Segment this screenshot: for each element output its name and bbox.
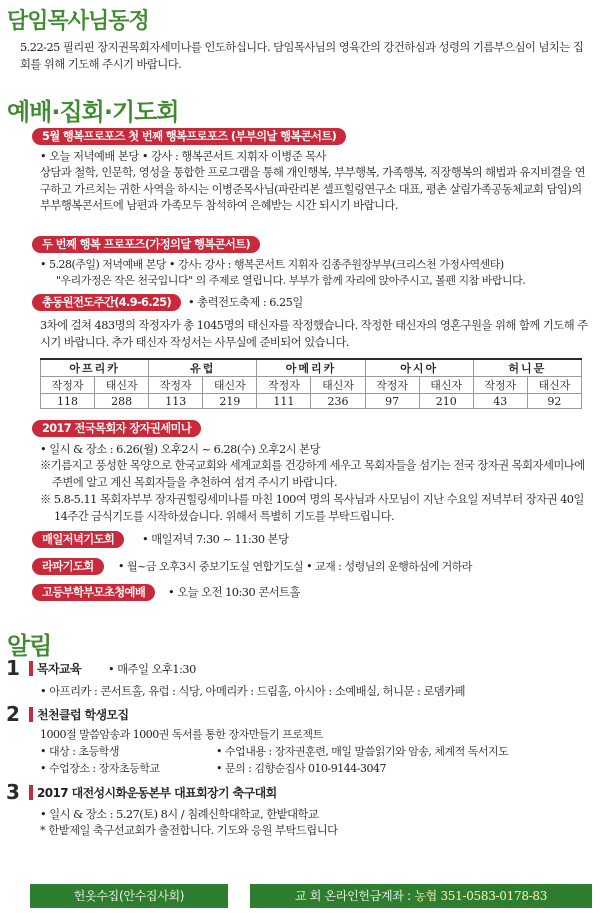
- notice-2-contact: • 문의 : 김향순집사 010-9144-3047: [216, 762, 386, 775]
- rapha-label: 라파기도회: [32, 558, 104, 575]
- table-cell-pledger: 43: [473, 394, 527, 409]
- table-cell-pledger: 118: [41, 394, 95, 409]
- region-honeymoon: 허니문: [473, 359, 581, 377]
- table-cell-prebeliever: 210: [419, 394, 473, 409]
- section-title-pastor: 담임목사님동정: [7, 9, 149, 34]
- seminar-schedule: • 일시 & 장소 : 6.26(월) 오후2시 ~ 6.28(수) 오후2시 본당: [40, 443, 320, 456]
- notice-number-3: 3: [6, 780, 20, 804]
- notice-marker: [29, 785, 33, 800]
- parents-worship-text: • 오늘 오전 10:30 콘서트홀: [168, 586, 300, 599]
- offering-account-number: 농협 351-0583-0178-83: [414, 889, 548, 903]
- notice-marker: [29, 707, 33, 722]
- subheader-prebeliever: 태신자: [95, 377, 149, 394]
- subheader-pledger: 작정자: [365, 377, 419, 394]
- subheader-pledger: 작정자: [41, 377, 95, 394]
- table-cell-prebeliever: 288: [95, 394, 149, 409]
- notice-title-2: 천천클럽 학생모집: [37, 708, 129, 722]
- table-cell-pledger: 97: [365, 394, 419, 409]
- notice-2-target: • 대상 : 초등학생: [40, 745, 119, 758]
- seminar-note-2: ※ 5.8-5.11 목회자부부 장자권힐링세미나를 마친 100여 명의 목사님과 사모님이 지난 수요일 저녁부터 장자권 40일 14주간 금식기도를 시작하셨습니다. 위해서 특별히 기도를 부탁드립니다.: [40, 493, 584, 523]
- rapha-text: • 월~금 오후3시 중보기도실 연합기도실 • 교재 : 성령님의 운행하심에 거하라: [118, 560, 473, 573]
- notice-number-2: 2: [6, 702, 20, 726]
- subheader-prebeliever: 태신자: [311, 377, 365, 394]
- section-title-notices: 알림: [7, 632, 52, 660]
- notice-2-place: • 수업장소 : 장자초등학교: [40, 762, 160, 775]
- notice-2-content: • 수업내용 : 장자권훈련, 매일 말씀읽기와 암송, 체계적 독서지도: [216, 745, 509, 758]
- notice-marker: [29, 661, 33, 676]
- table-cell-pledger: 111: [257, 394, 311, 409]
- proposal1-body: 상담과 철학, 인문학, 영성을 통합한 프로그램을 통해 개인행복, 부부행복, 가족행복, 직장행복의 해법과 유지비결을 연구하고 가르치는 귀한 사역을 하시는 이병준목사님(파란리본 셀프힐링연구소 대표, 평촌 살림가족공동체교회 담임)의 부부행복콘서트에 남편과 가족모두 참석하여 은혜받는 시간 되시기 바랍니다.: [40, 166, 586, 212]
- notice-1-inline: • 매주일 오후1:30: [108, 663, 196, 676]
- table-cell-prebeliever: 92: [527, 394, 581, 409]
- table-cell-prebeliever: 236: [311, 394, 365, 409]
- notice-3-line-1: • 일시 & 장소 : 5.27(토) 8시 / 침례신학대학교, 한밭대학교: [40, 808, 319, 821]
- evangelism-note: • 총력전도축제 : 6.25일: [188, 296, 303, 309]
- proposal1-label: 5월 행복프로포즈 첫 번째 행복프로포즈 (부부의날 행복콘서트): [32, 128, 346, 145]
- section-title-worship: 예배·집회·기도회: [7, 98, 179, 126]
- footer-offering-account: [250, 884, 592, 908]
- notice-1-line: • 아프리카 : 콘서트홀, 유럽 : 식당, 아메리카 : 드림홀, 아시아 : 소예배실, 허니문 : 로뎀카페: [40, 685, 466, 698]
- region-europe: 유럽: [149, 359, 257, 377]
- notice-number-1: 1: [6, 656, 20, 680]
- notice-2-line: 1000절 말씀암송과 1000권 독서를 통한 장자만들기 프로젝트: [40, 728, 323, 741]
- proposal2-info: • 5.28(주일) 저녁예배 본당 • 강사: 강사 : 행복콘서트 지휘자 김종주원장부부(크리스천 가정사역센타): [40, 258, 504, 271]
- subheader-pledger: 작정자: [149, 377, 203, 394]
- subheader-prebeliever: 태신자: [203, 377, 257, 394]
- region-africa: 아프리카: [41, 359, 149, 377]
- region-america: 아메리카: [257, 359, 365, 377]
- subheader-pledger: 작정자: [257, 377, 311, 394]
- evening-prayer-label: 매일저녁기도회: [32, 531, 124, 548]
- parents-worship-label: 고등부학부모초청예배: [32, 584, 155, 601]
- subheader-pledger: 작정자: [473, 377, 527, 394]
- notice-title-3: 2017 대전성시화운동본부 대표회장기 축구대회: [37, 786, 277, 800]
- evangelism-table: [40, 358, 582, 409]
- proposal2-theme: "우리가정은 작은 천국입니다" 의 주제로 열립니다. 부부가 함께 자리에 앉아주시고, 볼펜 지참 바랍니다.: [56, 274, 526, 287]
- subheader-prebeliever: 태신자: [527, 377, 581, 394]
- evangelism-body: 3차에 걸쳐 483명의 작정자가 총 1045명의 태신자를 작정했습니다. 작정한 태신자의 영혼구원을 위해 함께 기도해 주시기 바랍니다. 추가 태신자 작성서는 사무실에 준비되어 있습니다.: [40, 319, 588, 349]
- evening-prayer-text: • 매일저녁 7:30 ~ 11:30 본당: [142, 533, 289, 546]
- table-cell-prebeliever: 219: [203, 394, 257, 409]
- notice-3-line-2: * 한밭제일 축구선교회가 출전합니다. 기도와 응원 부탁드립니다: [40, 824, 338, 837]
- evangelism-label: 총동원전도주간(4.9-6.25): [32, 294, 181, 311]
- proposal1-info: • 오늘 저녁예배 본당 • 강사 : 행복콘서트 지휘자 이병준 목사: [40, 150, 327, 163]
- offering-account-label: 교 회 온라인헌금계좌 :: [294, 889, 411, 903]
- pastor-news-text: 5.22-25 필리핀 장지권목회자세미나를 인도하십니다. 담임목사님의 영육간의 강건하심과 성령의 기름부으심이 넘치는 집회를 위해 기도해 주시기 바랍니다.: [20, 41, 584, 71]
- seminar-label: 2017 전국목회자 장자권세미나: [32, 420, 201, 437]
- subheader-prebeliever: 태신자: [419, 377, 473, 394]
- table-cell-pledger: 113: [149, 394, 203, 409]
- seminar-note-1: ※기름지고 풍성한 목양으로 한국교회와 세계교회를 건강하게 세우고 목회자들을 섬기는 전국 장자권 목회자세미나에 주변에 알고 계신 목회자들을 추천하여 섬겨 주시기 바랍니다.: [40, 459, 585, 489]
- footer-clothes-collection: 헌옷수집(안수집사회): [30, 884, 228, 908]
- notice-title-1: 목자교육: [37, 662, 81, 676]
- region-asia: 아시아: [365, 359, 473, 377]
- proposal2-label: 두 번째 행복 프로포즈(가정의달 행복콘서트): [32, 236, 260, 253]
